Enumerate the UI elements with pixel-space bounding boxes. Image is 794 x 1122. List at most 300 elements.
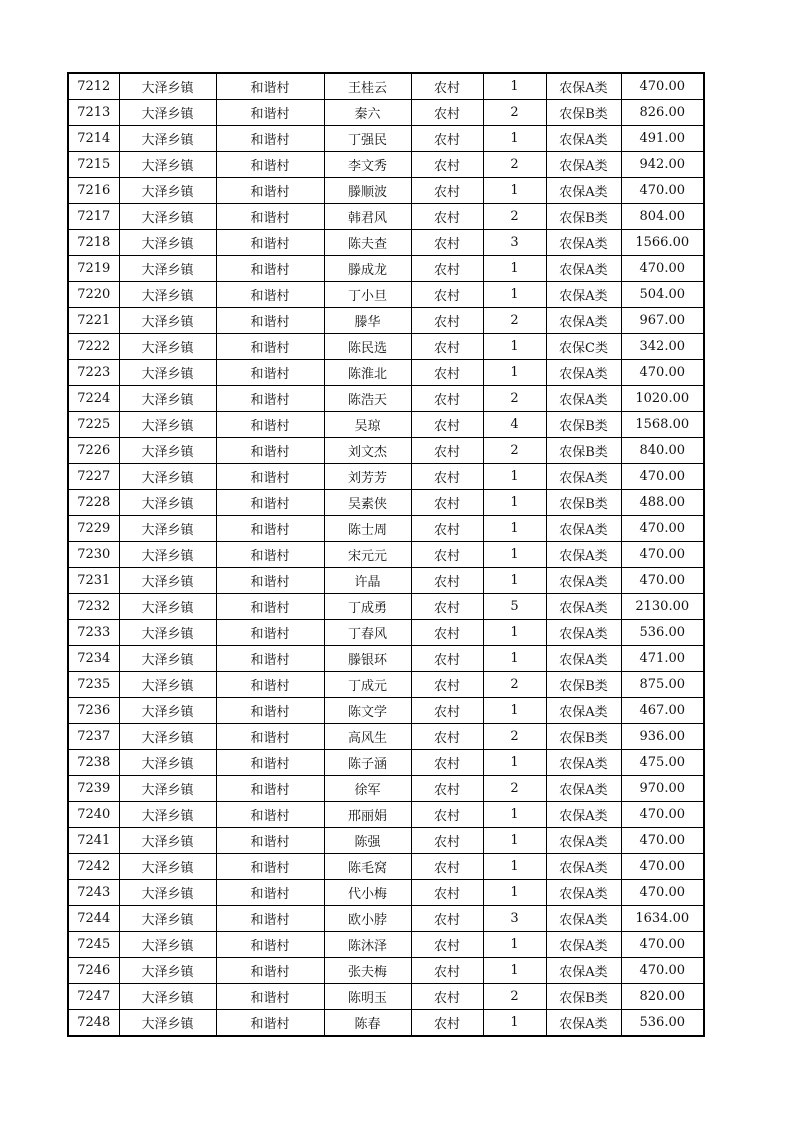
category-cell: 农保A类 — [546, 594, 621, 620]
household-size-cell: 1 — [483, 958, 546, 984]
household-size-cell: 1 — [483, 542, 546, 568]
category-cell: 农保A类 — [546, 750, 621, 776]
category-cell: 农保A类 — [546, 958, 621, 984]
table-row — [68, 724, 704, 750]
table-row — [68, 178, 704, 204]
row-number-cell: 7227 — [68, 464, 119, 490]
area-type-cell: 农村 — [411, 698, 483, 724]
amount-cell: 470.00 — [621, 880, 704, 906]
row-number-cell: 7213 — [68, 100, 119, 126]
township-cell: 大泽乡镇 — [119, 776, 216, 802]
row-number-cell: 7224 — [68, 386, 119, 412]
area-type-cell: 农村 — [411, 230, 483, 256]
name-cell: 丁成勇 — [324, 594, 411, 620]
category-cell: 农保A类 — [546, 152, 621, 178]
township-cell: 大泽乡镇 — [119, 100, 216, 126]
village-cell: 和谐村 — [216, 880, 324, 906]
table-row — [68, 204, 704, 230]
village-cell: 和谐村 — [216, 490, 324, 516]
village-cell: 和谐村 — [216, 126, 324, 152]
row-number-cell: 7245 — [68, 932, 119, 958]
amount-cell: 820.00 — [621, 984, 704, 1010]
township-cell: 大泽乡镇 — [119, 594, 216, 620]
row-number-cell: 7246 — [68, 958, 119, 984]
name-cell: 秦六 — [324, 100, 411, 126]
table-row — [68, 776, 704, 802]
category-cell: 农保A类 — [546, 646, 621, 672]
category-cell: 农保B类 — [546, 724, 621, 750]
township-cell: 大泽乡镇 — [119, 958, 216, 984]
amount-cell: 936.00 — [621, 724, 704, 750]
amount-cell: 1568.00 — [621, 412, 704, 438]
amount-cell: 1634.00 — [621, 906, 704, 932]
amount-cell: 470.00 — [621, 73, 704, 100]
township-cell: 大泽乡镇 — [119, 73, 216, 100]
township-cell: 大泽乡镇 — [119, 698, 216, 724]
household-size-cell: 2 — [483, 204, 546, 230]
row-number-cell: 7239 — [68, 776, 119, 802]
township-cell: 大泽乡镇 — [119, 386, 216, 412]
township-cell: 大泽乡镇 — [119, 620, 216, 646]
row-number-cell: 7220 — [68, 282, 119, 308]
village-cell: 和谐村 — [216, 594, 324, 620]
row-number-cell: 7226 — [68, 438, 119, 464]
village-cell: 和谐村 — [216, 308, 324, 334]
category-cell: 农保A类 — [546, 828, 621, 854]
table-row — [68, 308, 704, 334]
row-number-cell: 7247 — [68, 984, 119, 1010]
row-number-cell: 7230 — [68, 542, 119, 568]
township-cell: 大泽乡镇 — [119, 256, 216, 282]
household-size-cell: 1 — [483, 490, 546, 516]
amount-cell: 470.00 — [621, 958, 704, 984]
area-type-cell: 农村 — [411, 672, 483, 698]
village-cell: 和谐村 — [216, 73, 324, 100]
area-type-cell: 农村 — [411, 100, 483, 126]
village-cell: 和谐村 — [216, 516, 324, 542]
row-number-cell: 7231 — [68, 568, 119, 594]
amount-cell: 1566.00 — [621, 230, 704, 256]
name-cell: 高风生 — [324, 724, 411, 750]
household-size-cell: 1 — [483, 828, 546, 854]
row-number-cell: 7214 — [68, 126, 119, 152]
village-cell: 和谐村 — [216, 724, 324, 750]
table-row — [68, 464, 704, 490]
amount-cell: 471.00 — [621, 646, 704, 672]
category-cell: 农保B类 — [546, 100, 621, 126]
name-cell: 吴琼 — [324, 412, 411, 438]
area-type-cell: 农村 — [411, 1010, 483, 1037]
amount-cell: 470.00 — [621, 178, 704, 204]
table-row — [68, 620, 704, 646]
area-type-cell: 农村 — [411, 542, 483, 568]
township-cell: 大泽乡镇 — [119, 802, 216, 828]
category-cell: 农保A类 — [546, 516, 621, 542]
area-type-cell: 农村 — [411, 594, 483, 620]
category-cell: 农保A类 — [546, 620, 621, 646]
village-cell: 和谐村 — [216, 1010, 324, 1037]
name-cell: 吴素侠 — [324, 490, 411, 516]
row-number-cell: 7228 — [68, 490, 119, 516]
household-size-cell: 1 — [483, 334, 546, 360]
township-cell: 大泽乡镇 — [119, 906, 216, 932]
category-cell: 农保A类 — [546, 230, 621, 256]
name-cell: 许晶 — [324, 568, 411, 594]
household-size-cell: 1 — [483, 464, 546, 490]
amount-cell: 536.00 — [621, 620, 704, 646]
row-number-cell: 7243 — [68, 880, 119, 906]
village-cell: 和谐村 — [216, 282, 324, 308]
row-number-cell: 7212 — [68, 73, 119, 100]
household-size-cell: 1 — [483, 516, 546, 542]
area-type-cell: 农村 — [411, 360, 483, 386]
category-cell: 农保A类 — [546, 386, 621, 412]
household-size-cell: 4 — [483, 412, 546, 438]
village-cell: 和谐村 — [216, 542, 324, 568]
row-number-cell: 7218 — [68, 230, 119, 256]
household-size-cell: 1 — [483, 802, 546, 828]
household-size-cell: 3 — [483, 230, 546, 256]
category-cell: 农保A类 — [546, 464, 621, 490]
township-cell: 大泽乡镇 — [119, 828, 216, 854]
name-cell: 陈淮北 — [324, 360, 411, 386]
name-cell: 滕顺波 — [324, 178, 411, 204]
amount-cell: 804.00 — [621, 204, 704, 230]
township-cell: 大泽乡镇 — [119, 464, 216, 490]
amount-cell: 1020.00 — [621, 386, 704, 412]
area-type-cell: 农村 — [411, 256, 483, 282]
category-cell: 农保A类 — [546, 282, 621, 308]
village-cell: 和谐村 — [216, 854, 324, 880]
category-cell: 农保A类 — [546, 256, 621, 282]
village-cell: 和谐村 — [216, 932, 324, 958]
row-number-cell: 7244 — [68, 906, 119, 932]
amount-cell: 467.00 — [621, 698, 704, 724]
table-row — [68, 230, 704, 256]
household-size-cell: 1 — [483, 282, 546, 308]
table-row — [68, 594, 704, 620]
name-cell: 代小梅 — [324, 880, 411, 906]
category-cell: 农保A类 — [546, 880, 621, 906]
table-row — [68, 958, 704, 984]
amount-cell: 470.00 — [621, 568, 704, 594]
household-size-cell: 1 — [483, 932, 546, 958]
household-size-cell: 1 — [483, 73, 546, 100]
table-row — [68, 750, 704, 776]
township-cell: 大泽乡镇 — [119, 932, 216, 958]
township-cell: 大泽乡镇 — [119, 152, 216, 178]
amount-cell: 840.00 — [621, 438, 704, 464]
name-cell: 丁成元 — [324, 672, 411, 698]
area-type-cell: 农村 — [411, 620, 483, 646]
area-type-cell: 农村 — [411, 932, 483, 958]
township-cell: 大泽乡镇 — [119, 490, 216, 516]
area-type-cell: 农村 — [411, 152, 483, 178]
table-row — [68, 334, 704, 360]
name-cell: 韩君风 — [324, 204, 411, 230]
row-number-cell: 7236 — [68, 698, 119, 724]
category-cell: 农保A类 — [546, 73, 621, 100]
amount-cell: 470.00 — [621, 542, 704, 568]
row-number-cell: 7216 — [68, 178, 119, 204]
area-type-cell: 农村 — [411, 776, 483, 802]
category-cell: 农保A类 — [546, 308, 621, 334]
table-row — [68, 386, 704, 412]
township-cell: 大泽乡镇 — [119, 854, 216, 880]
village-cell: 和谐村 — [216, 152, 324, 178]
area-type-cell: 农村 — [411, 386, 483, 412]
amount-cell: 826.00 — [621, 100, 704, 126]
area-type-cell: 农村 — [411, 568, 483, 594]
name-cell: 陈民选 — [324, 334, 411, 360]
village-cell: 和谐村 — [216, 672, 324, 698]
table-row — [68, 516, 704, 542]
name-cell: 刘文杰 — [324, 438, 411, 464]
table-row — [68, 1010, 704, 1037]
township-cell: 大泽乡镇 — [119, 542, 216, 568]
area-type-cell: 农村 — [411, 854, 483, 880]
township-cell: 大泽乡镇 — [119, 750, 216, 776]
township-cell: 大泽乡镇 — [119, 646, 216, 672]
household-size-cell: 1 — [483, 880, 546, 906]
township-cell: 大泽乡镇 — [119, 1010, 216, 1037]
table-body — [68, 73, 704, 1036]
village-cell: 和谐村 — [216, 984, 324, 1010]
name-cell: 陈浩天 — [324, 386, 411, 412]
township-cell: 大泽乡镇 — [119, 880, 216, 906]
category-cell: 农保A类 — [546, 802, 621, 828]
name-cell: 张夫梅 — [324, 958, 411, 984]
household-size-cell: 2 — [483, 152, 546, 178]
row-number-cell: 7223 — [68, 360, 119, 386]
name-cell: 王桂云 — [324, 73, 411, 100]
name-cell: 陈明玉 — [324, 984, 411, 1010]
category-cell: 农保A类 — [546, 568, 621, 594]
category-cell: 农保A类 — [546, 698, 621, 724]
name-cell: 陈沐泽 — [324, 932, 411, 958]
township-cell: 大泽乡镇 — [119, 984, 216, 1010]
table-row — [68, 672, 704, 698]
row-number-cell: 7241 — [68, 828, 119, 854]
township-cell: 大泽乡镇 — [119, 516, 216, 542]
category-cell: 农保A类 — [546, 178, 621, 204]
amount-cell: 342.00 — [621, 334, 704, 360]
amount-cell: 470.00 — [621, 932, 704, 958]
household-size-cell: 2 — [483, 386, 546, 412]
name-cell: 丁强民 — [324, 126, 411, 152]
category-cell: 农保B类 — [546, 672, 621, 698]
village-cell: 和谐村 — [216, 646, 324, 672]
village-cell: 和谐村 — [216, 100, 324, 126]
village-cell: 和谐村 — [216, 438, 324, 464]
table-row — [68, 73, 704, 100]
village-cell: 和谐村 — [216, 230, 324, 256]
area-type-cell: 农村 — [411, 958, 483, 984]
name-cell: 欧小脖 — [324, 906, 411, 932]
table-row — [68, 256, 704, 282]
name-cell: 刘芳芳 — [324, 464, 411, 490]
row-number-cell: 7229 — [68, 516, 119, 542]
table-row — [68, 698, 704, 724]
row-number-cell: 7221 — [68, 308, 119, 334]
row-number-cell: 7234 — [68, 646, 119, 672]
amount-cell: 470.00 — [621, 464, 704, 490]
village-cell: 和谐村 — [216, 178, 324, 204]
village-cell: 和谐村 — [216, 256, 324, 282]
table-row — [68, 282, 704, 308]
area-type-cell: 农村 — [411, 126, 483, 152]
allowance-table — [67, 72, 705, 1037]
amount-cell: 470.00 — [621, 360, 704, 386]
village-cell: 和谐村 — [216, 386, 324, 412]
household-size-cell: 2 — [483, 100, 546, 126]
name-cell: 陈春 — [324, 1010, 411, 1037]
area-type-cell: 农村 — [411, 464, 483, 490]
village-cell: 和谐村 — [216, 958, 324, 984]
area-type-cell: 农村 — [411, 334, 483, 360]
household-size-cell: 1 — [483, 854, 546, 880]
area-type-cell: 农村 — [411, 646, 483, 672]
amount-cell: 491.00 — [621, 126, 704, 152]
category-cell: 农保B类 — [546, 984, 621, 1010]
village-cell: 和谐村 — [216, 204, 324, 230]
area-type-cell: 农村 — [411, 880, 483, 906]
row-number-cell: 7235 — [68, 672, 119, 698]
category-cell: 农保B类 — [546, 204, 621, 230]
village-cell: 和谐村 — [216, 776, 324, 802]
row-number-cell: 7242 — [68, 854, 119, 880]
table-row — [68, 828, 704, 854]
village-cell: 和谐村 — [216, 360, 324, 386]
amount-cell: 470.00 — [621, 854, 704, 880]
household-size-cell: 1 — [483, 646, 546, 672]
township-cell: 大泽乡镇 — [119, 204, 216, 230]
amount-cell: 470.00 — [621, 802, 704, 828]
township-cell: 大泽乡镇 — [119, 438, 216, 464]
table-row — [68, 906, 704, 932]
name-cell: 滕银环 — [324, 646, 411, 672]
table-row — [68, 880, 704, 906]
table-row — [68, 438, 704, 464]
household-size-cell: 1 — [483, 256, 546, 282]
area-type-cell: 农村 — [411, 984, 483, 1010]
row-number-cell: 7233 — [68, 620, 119, 646]
area-type-cell: 农村 — [411, 724, 483, 750]
village-cell: 和谐村 — [216, 698, 324, 724]
township-cell: 大泽乡镇 — [119, 178, 216, 204]
household-size-cell: 2 — [483, 308, 546, 334]
village-cell: 和谐村 — [216, 568, 324, 594]
row-number-cell: 7240 — [68, 802, 119, 828]
area-type-cell: 农村 — [411, 412, 483, 438]
village-cell: 和谐村 — [216, 334, 324, 360]
household-size-cell: 1 — [483, 360, 546, 386]
table-row — [68, 126, 704, 152]
category-cell: 农保A类 — [546, 542, 621, 568]
area-type-cell: 农村 — [411, 516, 483, 542]
village-cell: 和谐村 — [216, 828, 324, 854]
township-cell: 大泽乡镇 — [119, 672, 216, 698]
name-cell: 陈强 — [324, 828, 411, 854]
amount-cell: 470.00 — [621, 516, 704, 542]
amount-cell: 536.00 — [621, 1010, 704, 1037]
area-type-cell: 农村 — [411, 750, 483, 776]
household-size-cell: 5 — [483, 594, 546, 620]
table-row — [68, 984, 704, 1010]
township-cell: 大泽乡镇 — [119, 412, 216, 438]
area-type-cell: 农村 — [411, 438, 483, 464]
township-cell: 大泽乡镇 — [119, 360, 216, 386]
table-row — [68, 932, 704, 958]
category-cell: 农保A类 — [546, 776, 621, 802]
row-number-cell: 7225 — [68, 412, 119, 438]
amount-cell: 470.00 — [621, 256, 704, 282]
household-size-cell: 1 — [483, 1010, 546, 1037]
township-cell: 大泽乡镇 — [119, 126, 216, 152]
household-size-cell: 2 — [483, 984, 546, 1010]
area-type-cell: 农村 — [411, 178, 483, 204]
household-size-cell: 1 — [483, 568, 546, 594]
category-cell: 农保A类 — [546, 932, 621, 958]
row-number-cell: 7215 — [68, 152, 119, 178]
amount-cell: 2130.00 — [621, 594, 704, 620]
household-size-cell: 1 — [483, 620, 546, 646]
row-number-cell: 7238 — [68, 750, 119, 776]
village-cell: 和谐村 — [216, 412, 324, 438]
township-cell: 大泽乡镇 — [119, 334, 216, 360]
row-number-cell: 7222 — [68, 334, 119, 360]
category-cell: 农保A类 — [546, 906, 621, 932]
area-type-cell: 农村 — [411, 906, 483, 932]
household-size-cell: 1 — [483, 750, 546, 776]
household-size-cell: 2 — [483, 672, 546, 698]
area-type-cell: 农村 — [411, 802, 483, 828]
township-cell: 大泽乡镇 — [119, 282, 216, 308]
row-number-cell: 7248 — [68, 1010, 119, 1037]
table-row — [68, 360, 704, 386]
row-number-cell: 7232 — [68, 594, 119, 620]
category-cell: 农保A类 — [546, 360, 621, 386]
table-row — [68, 490, 704, 516]
amount-cell: 470.00 — [621, 828, 704, 854]
township-cell: 大泽乡镇 — [119, 308, 216, 334]
name-cell: 滕成龙 — [324, 256, 411, 282]
township-cell: 大泽乡镇 — [119, 230, 216, 256]
name-cell: 陈夫查 — [324, 230, 411, 256]
table-row — [68, 646, 704, 672]
table-row — [68, 412, 704, 438]
amount-cell: 475.00 — [621, 750, 704, 776]
table-row — [68, 152, 704, 178]
name-cell: 徐军 — [324, 776, 411, 802]
category-cell: 农保A类 — [546, 854, 621, 880]
household-size-cell: 1 — [483, 126, 546, 152]
amount-cell: 875.00 — [621, 672, 704, 698]
amount-cell: 967.00 — [621, 308, 704, 334]
amount-cell: 504.00 — [621, 282, 704, 308]
table-row — [68, 802, 704, 828]
category-cell: 农保B类 — [546, 412, 621, 438]
area-type-cell: 农村 — [411, 282, 483, 308]
name-cell: 陈士周 — [324, 516, 411, 542]
village-cell: 和谐村 — [216, 750, 324, 776]
household-size-cell: 2 — [483, 724, 546, 750]
household-size-cell: 2 — [483, 776, 546, 802]
village-cell: 和谐村 — [216, 620, 324, 646]
row-number-cell: 7219 — [68, 256, 119, 282]
village-cell: 和谐村 — [216, 802, 324, 828]
name-cell: 陈毛窝 — [324, 854, 411, 880]
